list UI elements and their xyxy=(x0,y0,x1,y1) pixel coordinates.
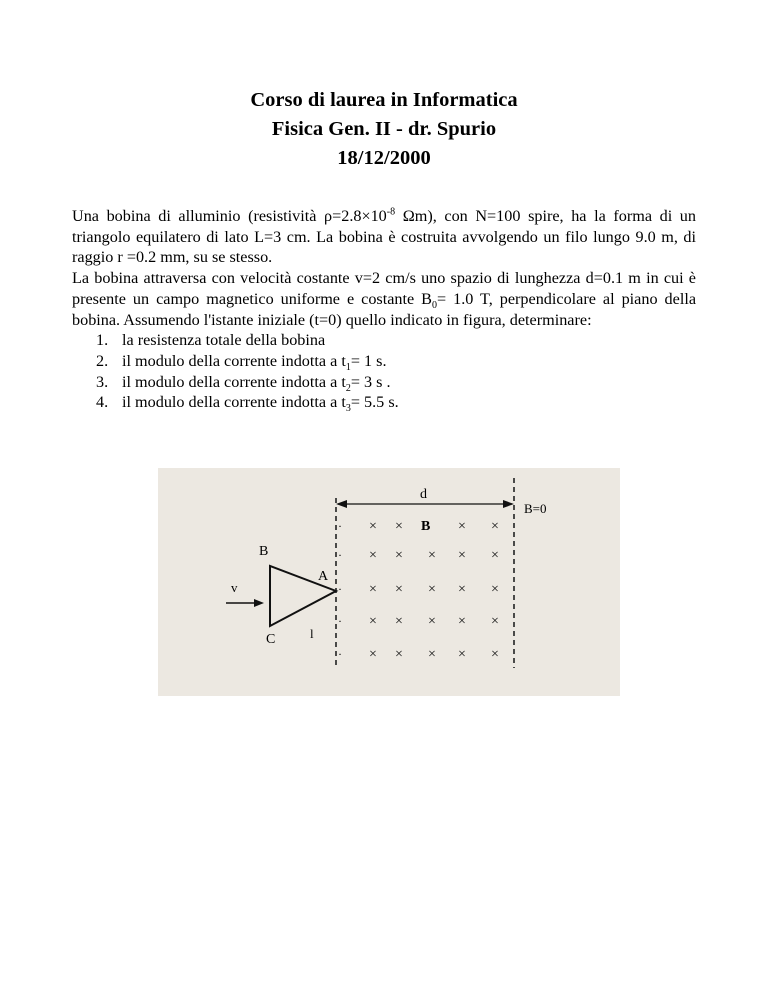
label-side-l: l xyxy=(310,626,314,641)
label-b-zero: B=0 xyxy=(524,501,547,516)
exam-subtitle: Fisica Gen. II - dr. Spurio xyxy=(271,118,497,140)
label-field-b: B xyxy=(421,519,431,534)
list-item: 3. il modulo della corrente indotta a $t_2= 3$ s . xyxy=(96,372,391,394)
field-cross: × xyxy=(458,519,466,534)
field-cross: × xyxy=(369,614,377,629)
label-d: d xyxy=(420,487,427,502)
scan-background xyxy=(158,468,620,696)
figure-svg xyxy=(158,468,620,696)
field-cross: × xyxy=(395,614,403,629)
field-cross: × xyxy=(369,548,377,563)
field-cross: × xyxy=(491,519,499,534)
boundary-dot: · xyxy=(338,647,342,661)
field-cross: × xyxy=(491,647,499,662)
boundary-dot: · xyxy=(338,519,342,533)
document-header xyxy=(0,86,768,173)
coil-field-figure xyxy=(158,468,620,696)
field-cross: × xyxy=(458,582,466,597)
exponent: -8 xyxy=(386,206,396,218)
field-cross: × xyxy=(491,614,499,629)
boundary-dot: · xyxy=(338,582,342,596)
boundary-dot: · xyxy=(338,614,342,628)
list-item: 4. il modulo della corrente indotta a $t_3= 5.5$ s. xyxy=(96,393,399,415)
boundary-dot: · xyxy=(338,548,342,562)
field-cross: × xyxy=(428,582,436,597)
label-vertex-c: C xyxy=(266,632,276,647)
field-cross: × xyxy=(395,582,403,597)
field-cross: × xyxy=(458,548,466,563)
task-list xyxy=(72,330,696,413)
paragraph-coil-description: Una bobina di alluminio (resistività $\rho=2.8\times 10^{-8}$ Ωm), con N=100 spire, ha la forma di un triangolo equilatero di lato L=3 cm. La bobina è costruita avvolgendo un filo lungo 9.0 m, di raggio r =0.2 mm, su se stesso. xyxy=(72,206,696,267)
field-cross: × xyxy=(369,519,377,534)
subscript: 0 xyxy=(431,300,437,312)
field-cross: × xyxy=(369,647,377,662)
field-cross: × xyxy=(395,548,403,563)
field-cross: × xyxy=(395,519,403,534)
field-cross: × xyxy=(491,582,499,597)
field-cross: × xyxy=(458,647,466,662)
field-cross: × xyxy=(369,582,377,597)
label-vertex-b: B xyxy=(259,544,269,559)
paragraph-motion-description: La bobina attraversa con velocità costante v=2 cm/s uno spazio di lunghezza d=0.1 m in cui è presente un campo magnetico uniforme e costante $B_0= 1.0$ T, perpendicolare al piano della bobina. Assumendo l'istante iniziale (t=0) quello indicato in figura, determinare: xyxy=(72,269,697,329)
field-cross: × xyxy=(458,614,466,629)
problem-text xyxy=(72,206,696,413)
field-cross: × xyxy=(428,614,436,629)
field-cross: × xyxy=(491,548,499,563)
field-cross: × xyxy=(428,548,436,563)
list-item: 2. il modulo della corrente indotta a $t_1= 1$ s. xyxy=(96,351,387,374)
label-vertex-a: A xyxy=(318,569,329,584)
field-cross: × xyxy=(395,647,403,662)
label-velocity: v xyxy=(231,580,238,595)
field-cross: × xyxy=(428,647,436,662)
exam-date: 18/12/2000 xyxy=(337,147,431,169)
course-title: Corso di laurea in Informatica xyxy=(250,89,518,111)
list-item: 1. la resistenza totale della bobina xyxy=(96,331,326,350)
